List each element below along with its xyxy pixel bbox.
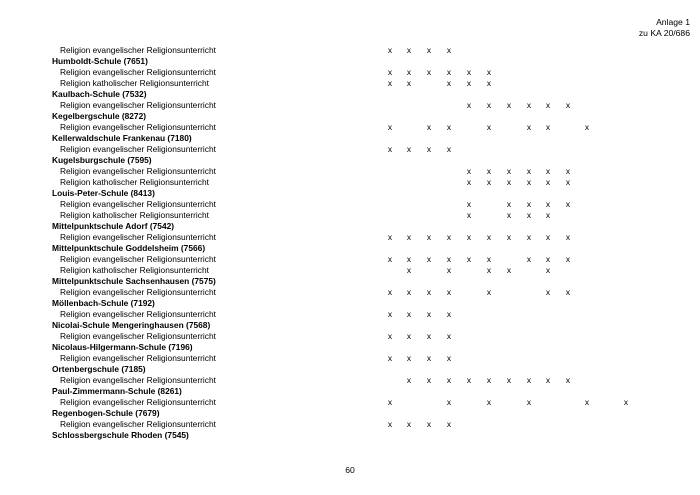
mark-x: x: [486, 67, 492, 77]
mark-x: x: [486, 232, 492, 242]
subject-row: [0, 375, 700, 386]
mark-x: x: [565, 287, 571, 297]
mark-x: x: [526, 232, 532, 242]
subject-label: Religion evangelischer Religionsunterricht: [60, 122, 216, 132]
subject-row: [0, 78, 700, 89]
subject-label: Religion evangelischer Religionsunterricht: [60, 309, 216, 319]
mark-x: x: [506, 199, 512, 209]
mark-x: x: [426, 232, 432, 242]
mark-x: x: [466, 100, 472, 110]
mark-x: x: [387, 144, 393, 154]
mark-x: x: [406, 78, 412, 88]
mark-x: x: [387, 67, 393, 77]
mark-x: x: [466, 166, 472, 176]
subject-label: Religion evangelischer Religionsunterricht: [60, 100, 216, 110]
mark-x: x: [387, 287, 393, 297]
mark-x: x: [526, 375, 532, 385]
mark-x: x: [623, 397, 629, 407]
mark-x: x: [426, 122, 432, 132]
subject-row: [0, 45, 700, 56]
school-name: Regenbogen-Schule (7679): [52, 408, 160, 418]
mark-x: x: [387, 353, 393, 363]
subject-label: Religion evangelischer Religionsunterricht: [60, 353, 216, 363]
subject-label: Religion evangelischer Religionsunterricht: [60, 375, 216, 385]
school-heading-row: [0, 298, 700, 309]
mark-x: x: [526, 122, 532, 132]
subject-row: [0, 100, 700, 111]
subject-row: [0, 67, 700, 78]
subject-label: Religion evangelischer Religionsunterricht: [60, 254, 216, 264]
mark-x: x: [406, 353, 412, 363]
school-name: Nicolai-Schule Mengeringhausen (7568): [52, 320, 211, 330]
mark-x: x: [446, 331, 452, 341]
mark-x: x: [506, 210, 512, 220]
school-name: Schlossbergschule Rhoden (7545): [52, 430, 189, 440]
subject-row: [0, 144, 700, 155]
mark-x: x: [486, 254, 492, 264]
header-reference: zu KA 20/686: [638, 28, 690, 38]
mark-x: x: [387, 78, 393, 88]
page-header: [639, 17, 690, 39]
subject-label: Religion katholischer Religionsunterricht: [60, 210, 209, 220]
mark-x: x: [526, 397, 532, 407]
mark-x: x: [387, 232, 393, 242]
school-name: Mittelpunktschule Goddelsheim (7566): [52, 243, 206, 253]
school-heading-row: [0, 276, 700, 287]
school-heading-row: [0, 56, 700, 67]
mark-x: x: [565, 166, 571, 176]
mark-x: x: [446, 309, 452, 319]
school-name: Louis-Peter-Schule (8413): [52, 188, 155, 198]
mark-x: x: [426, 45, 432, 55]
mark-x: x: [426, 309, 432, 319]
mark-x: x: [446, 232, 452, 242]
mark-x: x: [545, 254, 551, 264]
mark-x: x: [565, 100, 571, 110]
subject-label: Religion evangelischer Religionsunterricht: [60, 331, 216, 341]
mark-x: x: [426, 419, 432, 429]
mark-x: x: [406, 254, 412, 264]
school-heading-row: [0, 89, 700, 100]
subject-label: Religion evangelischer Religionsunterricht: [60, 419, 216, 429]
mark-x: x: [426, 353, 432, 363]
mark-x: x: [387, 331, 393, 341]
mark-x: x: [506, 166, 512, 176]
school-name: Humboldt-Schule (7651): [52, 56, 148, 66]
subject-row: [0, 199, 700, 210]
subject-row: [0, 210, 700, 221]
mark-x: x: [506, 375, 512, 385]
mark-x: x: [526, 254, 532, 264]
mark-x: x: [486, 265, 492, 275]
mark-x: x: [406, 287, 412, 297]
mark-x: x: [387, 309, 393, 319]
subject-label: Religion evangelischer Religionsunterricht: [60, 232, 216, 242]
mark-x: x: [406, 67, 412, 77]
subject-label: Religion evangelischer Religionsunterricht: [60, 397, 216, 407]
mark-x: x: [526, 199, 532, 209]
school-name: Kellerwaldschule Frankenau (7180): [52, 133, 192, 143]
subject-row: [0, 254, 700, 265]
school-name: Mittelpunktschule Adorf (7542): [52, 221, 175, 231]
school-heading-row: [0, 133, 700, 144]
subject-row: [0, 265, 700, 276]
mark-x: x: [526, 166, 532, 176]
school-name: Möllenbach-Schule (7192): [52, 298, 155, 308]
mark-x: x: [545, 177, 551, 187]
subject-row: [0, 122, 700, 133]
subject-row: [0, 419, 700, 430]
mark-x: x: [466, 177, 472, 187]
school-name: Kugelsburgschule (7595): [52, 155, 152, 165]
mark-x: x: [426, 331, 432, 341]
mark-x: x: [565, 199, 571, 209]
mark-x: x: [565, 232, 571, 242]
mark-x: x: [466, 78, 472, 88]
school-heading-row: [0, 320, 700, 331]
mark-x: x: [446, 419, 452, 429]
school-heading-row: [0, 243, 700, 254]
mark-x: x: [526, 100, 532, 110]
mark-x: x: [466, 375, 472, 385]
mark-x: x: [486, 166, 492, 176]
mark-x: x: [526, 210, 532, 220]
mark-x: x: [387, 419, 393, 429]
school-heading-row: [0, 188, 700, 199]
school-name: Kegelbergschule (8272): [52, 111, 147, 121]
subject-label: Religion katholischer Religionsunterricht: [60, 265, 209, 275]
subject-label: Religion katholischer Religionsunterricht: [60, 177, 209, 187]
subject-label: Religion evangelischer Religionsunterricht: [60, 166, 216, 176]
school-name: Nicolaus-Hilgermann-Schule (7196): [52, 342, 193, 352]
school-heading-row: [0, 342, 700, 353]
subject-row: [0, 177, 700, 188]
mark-x: x: [406, 375, 412, 385]
school-heading-row: [0, 364, 700, 375]
mark-x: x: [446, 144, 452, 154]
mark-x: x: [545, 122, 551, 132]
mark-x: x: [486, 397, 492, 407]
mark-x: x: [486, 78, 492, 88]
subject-row: [0, 232, 700, 243]
subject-row: [0, 287, 700, 298]
mark-x: x: [486, 177, 492, 187]
mark-x: x: [565, 254, 571, 264]
subject-row: [0, 166, 700, 177]
mark-x: x: [446, 265, 452, 275]
school-subject-list: [0, 45, 700, 441]
mark-x: x: [387, 45, 393, 55]
school-name: Kaulbach-Schule (7532): [52, 89, 147, 99]
subject-label: Religion evangelischer Religionsunterricht: [60, 144, 216, 154]
mark-x: x: [426, 144, 432, 154]
subject-label: Religion evangelischer Religionsunterricht: [60, 287, 216, 297]
mark-x: x: [545, 199, 551, 209]
mark-x: x: [565, 177, 571, 187]
mark-x: x: [584, 122, 590, 132]
header-annex-label: Anlage 1: [656, 17, 690, 27]
mark-x: x: [446, 45, 452, 55]
mark-x: x: [446, 287, 452, 297]
mark-x: x: [545, 287, 551, 297]
mark-x: x: [387, 254, 393, 264]
mark-x: x: [446, 122, 452, 132]
mark-x: x: [446, 375, 452, 385]
mark-x: x: [406, 265, 412, 275]
page-number: 60: [345, 465, 355, 475]
mark-x: x: [426, 287, 432, 297]
mark-x: x: [406, 232, 412, 242]
mark-x: x: [426, 375, 432, 385]
mark-x: x: [584, 397, 590, 407]
school-heading-row: [0, 408, 700, 419]
school-heading-row: [0, 111, 700, 122]
mark-x: x: [446, 78, 452, 88]
mark-x: x: [545, 100, 551, 110]
mark-x: x: [426, 67, 432, 77]
mark-x: x: [406, 45, 412, 55]
school-heading-row: [0, 221, 700, 232]
subject-row: [0, 309, 700, 320]
mark-x: x: [545, 375, 551, 385]
school-heading-row: [0, 386, 700, 397]
mark-x: x: [486, 122, 492, 132]
subject-row: [0, 397, 700, 408]
mark-x: x: [545, 265, 551, 275]
subject-row: [0, 353, 700, 364]
mark-x: x: [426, 254, 432, 264]
mark-x: x: [466, 67, 472, 77]
subject-label: Religion evangelischer Religionsunterricht: [60, 199, 216, 209]
mark-x: x: [446, 254, 452, 264]
mark-x: x: [446, 353, 452, 363]
mark-x: x: [466, 199, 472, 209]
mark-x: x: [446, 67, 452, 77]
mark-x: x: [545, 166, 551, 176]
school-heading-row: [0, 155, 700, 166]
mark-x: x: [387, 122, 393, 132]
mark-x: x: [486, 375, 492, 385]
school-heading-row: [0, 430, 700, 441]
mark-x: x: [506, 177, 512, 187]
mark-x: x: [406, 309, 412, 319]
subject-label: Religion evangelischer Religionsunterricht: [60, 67, 216, 77]
subject-label: Religion katholischer Religionsunterricht: [60, 78, 209, 88]
subject-label: Religion evangelischer Religionsunterricht: [60, 45, 216, 55]
subject-row: [0, 331, 700, 342]
mark-x: x: [466, 232, 472, 242]
mark-x: x: [406, 144, 412, 154]
mark-x: x: [545, 232, 551, 242]
mark-x: x: [506, 265, 512, 275]
mark-x: x: [466, 254, 472, 264]
mark-x: x: [446, 397, 452, 407]
mark-x: x: [545, 210, 551, 220]
mark-x: x: [506, 100, 512, 110]
mark-x: x: [406, 331, 412, 341]
mark-x: x: [565, 375, 571, 385]
mark-x: x: [387, 397, 393, 407]
mark-x: x: [506, 232, 512, 242]
school-name: Mittelpunktschule Sachsenhausen (7575): [52, 276, 216, 286]
mark-x: x: [486, 100, 492, 110]
mark-x: x: [526, 177, 532, 187]
mark-x: x: [466, 210, 472, 220]
mark-x: x: [406, 419, 412, 429]
school-name: Paul-Zimmermann-Schule (8261): [52, 386, 182, 396]
mark-x: x: [486, 287, 492, 297]
school-name: Ortenbergschule (7185): [52, 364, 146, 374]
